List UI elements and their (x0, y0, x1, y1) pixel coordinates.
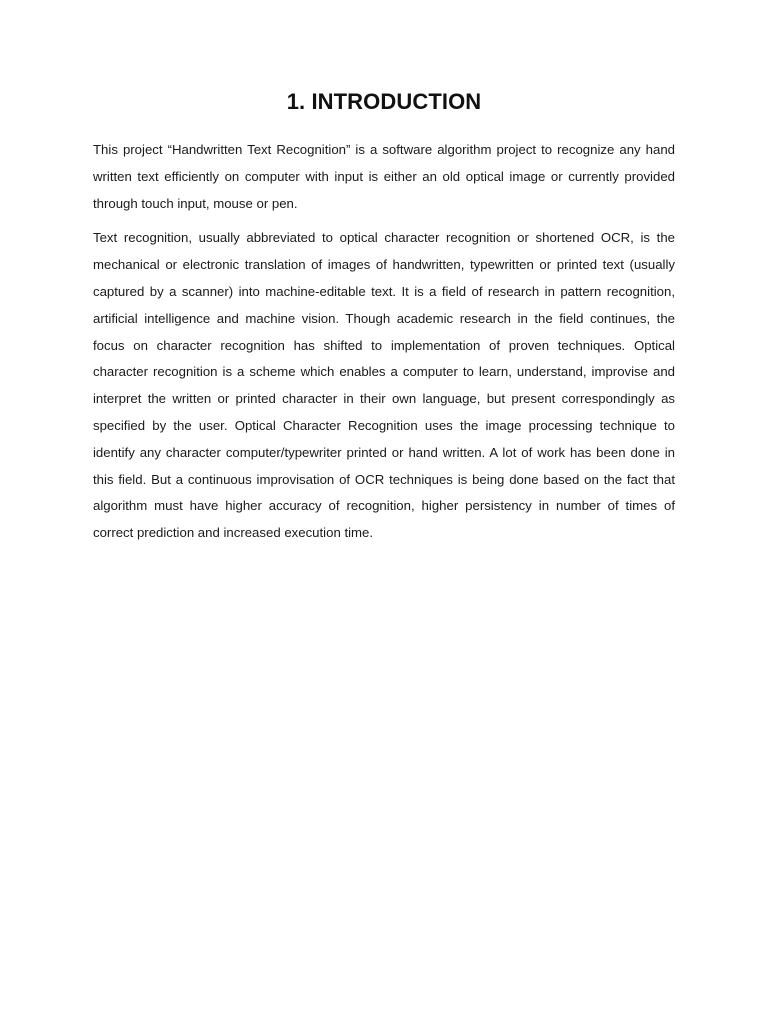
body-text (93, 137, 675, 547)
paragraph-project-overview: This project “Handwritten Text Recognition” is a software algorithm project to recognize any hand written text efficiently on computer with input is either an old optical image or currently provided through touch input, mouse or pen. (93, 142, 675, 211)
section-heading: 1. INTRODUCTION (286, 89, 482, 114)
paragraph-text-recognition: Text recognition, usually abbreviated to optical character recognition or shortened OCR, is the mechanical or electronic translation of images of handwritten, typewritten or printed text (usually captured by a scanner) into machine-editable text. It is a field of research in pattern recognition, artificial intelligence and machine vision. Though academic research in the field continues, the focus on character recognition has shifted to implementation of proven techniques. Optical character recognition is a scheme which enables a computer to learn, understand, improvise and interpret the written or printed character in their own language, but present correspondingly as specified by the user. Optical Character Recognition uses the image processing technique to identify any character computer/typewriter printed or hand written. A lot of work has been done in this field. But a continuous improvisation of OCR techniques is being done based on the fact that algorithm must have higher accuracy of recognition, higher persistency in number of times of correct prediction and increased execution time. (93, 230, 675, 541)
